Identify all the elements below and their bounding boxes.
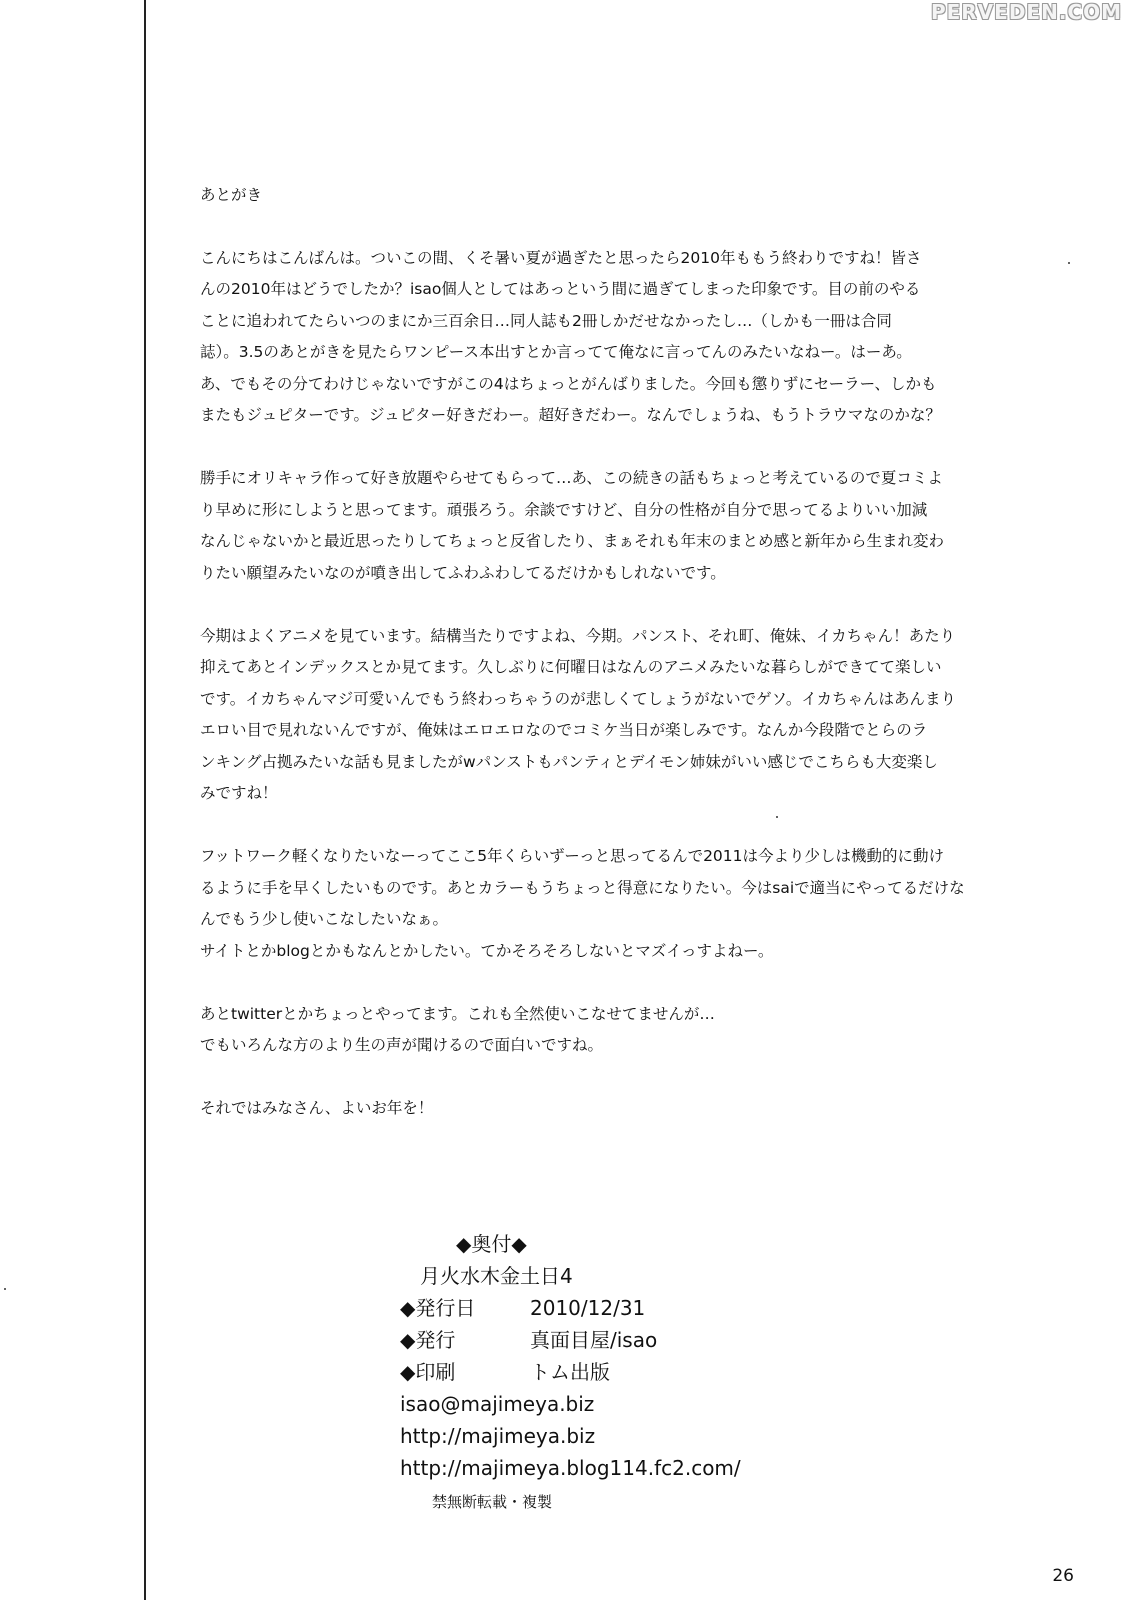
afterword-line: それではみなさん、よいお年を！ bbox=[200, 1099, 434, 1117]
colophon-website: http://majimeya.biz bbox=[400, 1424, 596, 1448]
colophon-email: isao@majimeya.biz bbox=[400, 1392, 595, 1416]
afterword-body bbox=[200, 243, 1000, 1125]
colophon-key: ◆発行 bbox=[400, 1328, 456, 1352]
binding-edge-line bbox=[144, 0, 146, 1600]
afterword-line: あとtwitterとかちょっとやってます。これも全然使いこなせてませんが… bbox=[200, 1004, 715, 1023]
colophon-book-title: 月火水木金土日4 bbox=[420, 1264, 573, 1288]
scan-speck bbox=[1068, 262, 1070, 264]
afterword-heading: あとがき bbox=[200, 186, 263, 204]
afterword-paragraph bbox=[200, 621, 1000, 810]
afterword-line: あ、でもその分てわけじゃないですがこの4はちょっとがんばりました。今回も懲りずにセーラー、しかも bbox=[200, 374, 937, 393]
colophon-key: ◆発行日 bbox=[400, 1296, 476, 1320]
scan-speck bbox=[4, 1288, 6, 1290]
page-number: 26 bbox=[1052, 1566, 1074, 1586]
afterword-line: こんにちはこんばんは。ついこの間、くそ暑い夏が過ぎたと思ったら2010年ももう終わりですね！皆さ bbox=[200, 248, 922, 267]
afterword-paragraph bbox=[200, 463, 1000, 589]
colophon-header: ◆奥付◆ bbox=[456, 1232, 527, 1256]
afterword-line: ンキング占拠みたいな話も見ましたがwパンストもパンティとデイモン姉妹がいい感じでこちらも大変楽し bbox=[200, 752, 938, 771]
afterword-line: 抑えてあとインデックスとか見てます。久しぶりに何曜日はなんのアニメみたいな暮らしができてて楽しい bbox=[200, 658, 942, 676]
afterword-paragraph bbox=[200, 999, 1000, 1062]
afterword-paragraph bbox=[200, 1093, 1000, 1125]
afterword-line: んでもう少し使いこなしたいなぁ。 bbox=[200, 910, 449, 928]
afterword-line: またもジュピターです。ジュピター好きだわー。超好きだわー。なんでしょうね、もうトラウマなのかな？ bbox=[200, 406, 941, 424]
afterword-line: るように手を早くしたいものです。あとカラーもうちょっと得意になりたい。今はsaiで適当にやってるだけな bbox=[200, 878, 965, 897]
scan-speck bbox=[776, 816, 778, 818]
afterword-line: 勝手にオリキャラ作って好き放題やらせてもらって…あ、この続きの話もちょっと考えているので夏コミよ bbox=[200, 469, 943, 487]
colophon-key: ◆印刷 bbox=[400, 1360, 456, 1384]
afterword-section bbox=[200, 180, 1000, 1156]
afterword-paragraph bbox=[200, 841, 1000, 967]
colophon-value: トム出版 bbox=[530, 1360, 610, 1384]
afterword-line: 誌）。3.5のあとがきを見たらワンピース本出すとか言ってて俺なに言ってんのみたいなねー。はーあ。 bbox=[200, 343, 912, 361]
colophon-row-printer bbox=[400, 1356, 820, 1388]
afterword-line: ことに追われてたらいつのまにか三百余日…同人誌も2冊しかだせなかったし…（しかも一冊は合同 bbox=[200, 311, 892, 330]
afterword-line: フットワーク軽くなりたいなーってここ5年くらいずーっと思ってるんで2011は今より少しは機動的に動け bbox=[200, 847, 945, 865]
afterword-line: でもいろんな方のより生の声が聞けるので面白いですね。 bbox=[200, 1036, 604, 1054]
colophon-value: 真面目屋/isao bbox=[530, 1328, 658, 1352]
afterword-line: なんじゃないかと最近思ったりしてちょっと反省したり、まぁそれも年末のまとめ感と新年から生まれ変わ bbox=[200, 532, 945, 550]
afterword-line: みですね！ bbox=[200, 784, 278, 802]
afterword-line: 今期はよくアニメを見ています。結構当たりですよね、今期。パンスト、それ町、俺妹、イカちゃん！あたり bbox=[200, 626, 956, 645]
afterword-line: り早めに形にしようと思ってます。頑張ろう。余談ですけど、自分の性格が自分で思ってるよりいい加減 bbox=[200, 500, 928, 519]
colophon-section bbox=[400, 1228, 820, 1518]
colophon-value: 2010/12/31 bbox=[530, 1296, 646, 1320]
afterword-line: んの2010年はどうでしたか？isao個人としてはあっという間に過ぎてしまった印象です。目の前のやる bbox=[200, 280, 921, 298]
colophon-row-publish-date bbox=[400, 1292, 820, 1324]
site-watermark: PERVEDEN.COM bbox=[930, 0, 1122, 24]
colophon-row-publisher bbox=[400, 1324, 820, 1356]
afterword-line: エロい目で見れないんですが、俺妹はエロエロなのでコミケ当日が楽しみです。なんか今段階でとらのラ bbox=[200, 721, 928, 739]
afterword-line: です。イカちゃんマジ可愛いんでもう終わっちゃうのが悲しくてしょうがないでゲソ。イカちゃんはあんまり bbox=[200, 689, 956, 708]
reprint-prohibited-notice: 禁無断転載・複製 bbox=[432, 1493, 553, 1511]
afterword-line: サイトとかblogとかもなんとかしたい。てかそろそろしないとマズイっすよねー。 bbox=[200, 941, 774, 960]
afterword-line: りたい願望みたいなのが噴き出してふわふわしてるだけかもしれないです。 bbox=[200, 563, 726, 582]
colophon-blog-url: http://majimeya.blog114.fc2.com/ bbox=[400, 1456, 741, 1480]
afterword-paragraph bbox=[200, 243, 1000, 432]
